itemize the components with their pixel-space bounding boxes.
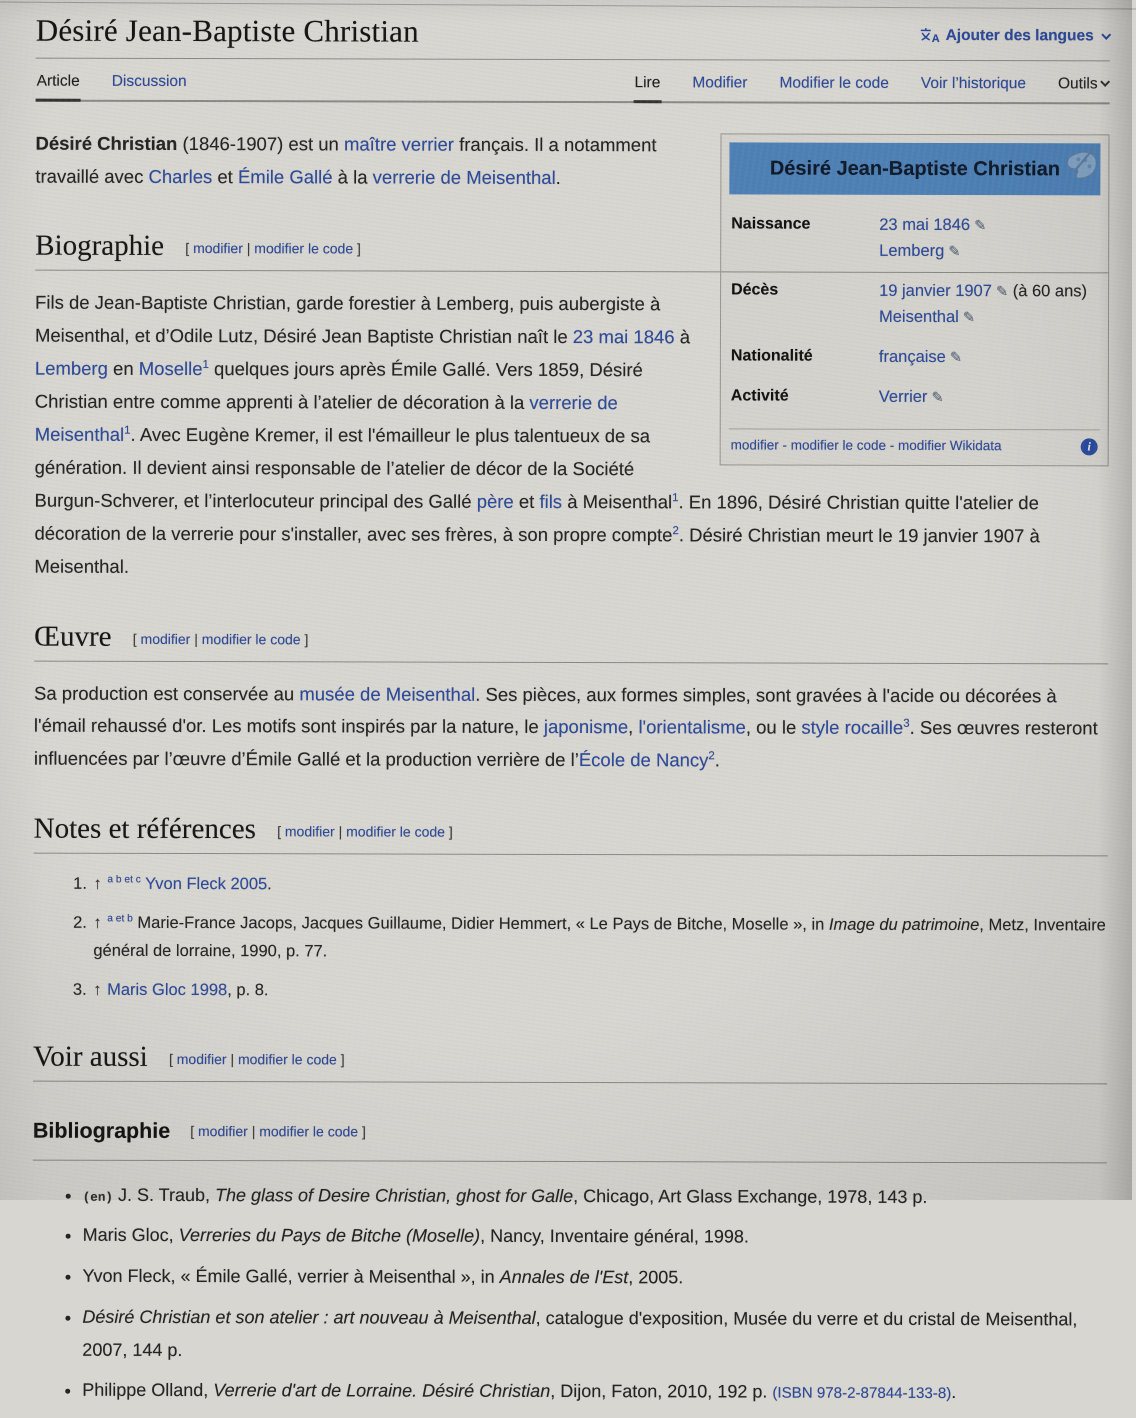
link[interactable]: fils: [539, 490, 563, 512]
link[interactable]: 23 mai 1846: [879, 215, 971, 234]
bracket-text: ]: [300, 630, 309, 647]
bracket-text: [: [185, 240, 194, 257]
ref-sup-link[interactable]: a et b: [107, 913, 133, 925]
link[interactable]: père: [476, 490, 514, 512]
bracket-text: |: [247, 1123, 260, 1140]
edit-code-link[interactable]: modifier le code: [237, 1051, 337, 1068]
infobox-row: [729, 338, 1100, 379]
reference-item: [91, 976, 1107, 1007]
text: J. S. Traub,: [112, 1184, 216, 1205]
text: à Meisenthal: [562, 490, 673, 513]
text: , Metz, Inventaire général de lorraine, 1990, p. 77.: [93, 916, 1106, 961]
separator: -: [885, 438, 899, 454]
infobox-row-value: [879, 213, 1098, 266]
bibliography-item: [83, 1178, 1107, 1213]
text: , p. 8.: [227, 981, 269, 1000]
text: ,: [628, 716, 639, 738]
text: . Ses œuvres resteront influencées par l’œuvre d’Émile Gallé et la production verrière de l’: [33, 717, 1098, 771]
bracket-text: |: [190, 630, 202, 647]
text: .: [267, 875, 272, 894]
link[interactable]: style rocaille: [801, 717, 904, 739]
link[interactable]: Meisenthal: [879, 307, 959, 326]
heading-text: Notes et références: [33, 812, 256, 846]
infobox-row-value: [879, 280, 1098, 333]
italic-text: Verrerie d'art de Lorraine. Désiré Christian: [213, 1380, 551, 1402]
link[interactable]: 23 mai 1846: [572, 326, 675, 348]
text: Maris Gloc,: [82, 1225, 179, 1246]
right-tabs: [633, 64, 1109, 102]
link[interactable]: verrerie de Meisenthal: [372, 166, 556, 188]
edit-link[interactable]: modifier: [193, 240, 243, 257]
tab-modifier-le-code[interactable]: Modifier le code: [779, 74, 889, 92]
edit-section-links: [277, 824, 453, 840]
text: .: [555, 166, 561, 188]
infobox-row-value: [879, 386, 1098, 413]
text: Philippe Olland,: [82, 1380, 214, 1401]
bracket-text: ]: [358, 1123, 366, 1140]
tab-voir-historique[interactable]: Voir l’historique: [920, 74, 1027, 92]
link[interactable]: Émile Gallé: [237, 165, 333, 187]
bracket-text: [: [190, 1123, 199, 1140]
infobox-value-line: [879, 386, 1098, 410]
text: . En 1896, Désiré Christian quitte l'atelier de décoration de la verrerie pour s'installer, avec ses frères, à son propre compte: [34, 491, 1039, 546]
bold-text: Désiré Christian: [35, 132, 178, 154]
text: français. Il a notamment travaillé avec: [35, 133, 657, 187]
text: . Avec Eugène Kremer, il est l'émailleur le plus talentueux de sa génération. Il devient ainsi responsable de l’atelier de décor de la Société Burgun-Schverer, et l’interlocuteur principal des Gallé: [34, 423, 651, 512]
edit-section-links: [133, 631, 309, 647]
ref-sup-link[interactable]: a b et c: [107, 874, 141, 886]
infobox-modifier-code-link[interactable]: modifier le code: [790, 437, 887, 454]
infobox-value-line: [879, 346, 1098, 370]
text: à la: [332, 165, 373, 188]
tab-discussion[interactable]: Discussion: [111, 72, 187, 90]
tab-modifier[interactable]: Modifier: [692, 73, 748, 92]
text: Marie-France Jacops, Jacques Guillaume, Didier Hemmert, « Le Pays de Bitche, Moselle », in: [132, 914, 829, 934]
infobox-row: [729, 272, 1100, 339]
backlink-arrow[interactable]: ↑: [93, 981, 107, 1000]
italic-text: Désiré Christian et son atelier : art nouveau à Meisenthal: [82, 1306, 536, 1328]
ref-sup-link[interactable]: 1: [672, 492, 679, 505]
tab-outils-label: Outils: [1057, 74, 1098, 93]
link[interactable]: Charles: [148, 165, 213, 187]
infobox-row-label: Décès: [731, 281, 779, 299]
section-heading-bibliographie: [33, 1112, 1107, 1163]
edit-code-link[interactable]: modifier le code: [259, 1123, 359, 1140]
edit-link[interactable]: modifier: [284, 823, 335, 840]
infobox-row-value: [879, 346, 1098, 373]
link[interactable]: japonisme: [543, 716, 629, 738]
text: à: [674, 326, 691, 348]
ref-sup-link[interactable]: 1: [124, 424, 131, 437]
ref-sup-link[interactable]: 2: [708, 750, 715, 763]
tab-outils[interactable]: [1057, 65, 1110, 102]
text: . Désiré Christian meurt le 19 janvier 1907 à Meisenthal.: [34, 524, 1040, 577]
backlink-arrow: ↑: [93, 874, 107, 894]
text: quelques jours après Émile Gallé. Vers 1859, Désiré Christian entre comme apprenti à l’atelier de décoration à la: [34, 358, 643, 414]
ref-sup-link[interactable]: 2: [672, 524, 679, 537]
link[interactable]: Lemberg: [34, 357, 108, 380]
bracket-text: [: [132, 630, 141, 647]
article-tab-bar: [36, 62, 1110, 104]
edit-section-links: [185, 240, 361, 256]
infobox-value-line: [879, 213, 1098, 237]
infobox-row: [729, 206, 1100, 273]
text: , catalogue d'exposition, Musée du verre et du cristal de Meisenthal, 2007, 144 p.: [82, 1307, 1078, 1360]
heading-text: Bibliographie: [32, 1118, 171, 1144]
infobox-body: [729, 194, 1101, 420]
edit-pencil-icon[interactable]: ✎: [958, 309, 976, 326]
text: .: [714, 749, 720, 771]
text: , Dijon, Faton, 2010, 192 p.: [550, 1381, 773, 1402]
svg-text:A: A: [931, 33, 940, 46]
text: (à 60 ans): [1008, 281, 1088, 301]
bracket-text: ]: [336, 1051, 345, 1068]
text: Sa production est conservée au: [34, 682, 300, 704]
italic-text: Verreries du Pays de Bitche (Moselle): [178, 1225, 481, 1247]
edit-code-link[interactable]: modifier le code: [254, 240, 354, 257]
link[interactable]: maître verrier: [343, 133, 455, 155]
link[interactable]: Yvon Fleck 2005: [145, 875, 268, 894]
text: et: [513, 490, 540, 512]
ref-sup-link[interactable]: 1: [202, 359, 209, 372]
link[interactable]: Maris Gloc 1998: [107, 981, 228, 1000]
bibliography-item: [83, 1219, 1107, 1254]
infobox-row: [729, 379, 1100, 420]
link[interactable]: française: [878, 347, 946, 367]
tab-lire[interactable]: Lire: [633, 64, 661, 103]
infobox-value-line: [879, 240, 1098, 264]
bracket-text: |: [242, 240, 255, 257]
section-heading-voir-aussi: [33, 1042, 1107, 1085]
infobox-row-label: Naissance: [731, 215, 811, 233]
infobox-footer: [729, 429, 1100, 459]
infobox-row-label: Activité: [730, 387, 789, 405]
bracket-text: [: [168, 1051, 177, 1068]
left-tabs: [36, 62, 188, 99]
ref-sup-link[interactable]: 3: [903, 718, 910, 731]
reference-item: [91, 909, 1107, 968]
page-title: Désiré Jean-Baptiste Christian: [35, 12, 419, 49]
heading-text: Biographie: [35, 230, 165, 263]
infobox-value-line: [879, 280, 1098, 304]
text: , ou le: [745, 716, 802, 739]
link[interactable]: verrerie de Meisenthal: [34, 392, 618, 445]
backlink-arrow: ↑: [93, 914, 107, 933]
translate-icon: [920, 27, 941, 44]
bibliography-list: [32, 1178, 1107, 1409]
text: Yvon Fleck, « Émile Gallé, verrier à Meisenthal », in: [82, 1265, 500, 1287]
bracket-text: ]: [444, 824, 453, 841]
infobox-title: Désiré Jean-Baptiste Christian: [769, 157, 1060, 180]
text: (1846-1907) est un: [177, 132, 345, 155]
article-content: [32, 127, 1109, 1417]
edit-code-link[interactable]: modifier le code: [346, 823, 445, 841]
palette-icon: [1056, 145, 1098, 181]
heading-text: Œuvre: [34, 620, 112, 653]
bibliography-item: [82, 1374, 1106, 1409]
reference-item: [92, 870, 1108, 901]
infobox-header: [729, 142, 1100, 195]
link[interactable]: Lemberg: [879, 241, 945, 260]
isbn-link[interactable]: (ISBN 978-2-87844-133-8): [772, 1384, 952, 1403]
infobox-row-label: Nationalité: [730, 347, 813, 365]
add-languages-button[interactable]: [920, 27, 1110, 51]
info-icon[interactable]: i: [1081, 438, 1098, 455]
separator: -: [778, 437, 791, 453]
edit-link[interactable]: modifier: [140, 630, 191, 647]
page-header: [36, 13, 1110, 51]
bracket-text: |: [226, 1051, 239, 1068]
text: en: [107, 358, 139, 380]
infobox: [720, 133, 1110, 466]
text: , Chicago, Art Glass Exchange, 1978, 143 p.: [573, 1185, 928, 1207]
chevron-down-icon: [1100, 77, 1110, 87]
heading-text: Voir aussi: [33, 1041, 148, 1074]
text: .: [951, 1382, 957, 1403]
italic-text: Image du patrimoine: [828, 915, 980, 935]
tab-article[interactable]: Article: [36, 62, 81, 101]
link[interactable]: l'orientalisme: [638, 716, 746, 738]
edit-pencil-icon[interactable]: ✎: [970, 217, 987, 234]
text: Fils de Jean-Baptiste Christian, garde forestier à Lemberg, puis aubergiste à Meisenthal, et d’Odile Lutz, Désiré Jean Baptiste Christian naît le: [34, 291, 661, 348]
oeuvre-paragraph: [34, 677, 1108, 779]
section-heading-oeuvre: [34, 621, 1108, 664]
edit-pencil-icon[interactable]: ✎: [991, 283, 1009, 300]
edit-section-links: [169, 1051, 345, 1067]
add-languages-label: Ajouter des langues: [945, 26, 1094, 45]
infobox-modifier-link[interactable]: modifier: [730, 437, 779, 453]
references-list: [33, 870, 1107, 1007]
infobox-modifier-wikidata-link[interactable]: modifier Wikidata: [897, 438, 1002, 454]
text: , 2005.: [628, 1267, 684, 1288]
section-heading-notes: [34, 814, 1108, 857]
text: et: [212, 165, 238, 187]
language-tag: (en): [82, 1190, 113, 1205]
italic-text: The glass of Desire Christian, ghost for Galle: [214, 1184, 574, 1206]
infobox-value-line: [879, 306, 1098, 330]
italic-text: Annales de l'Est: [499, 1266, 629, 1288]
link[interactable]: 19 janvier 1907: [879, 281, 992, 300]
edit-link[interactable]: modifier: [176, 1051, 227, 1068]
link[interactable]: Moselle: [138, 358, 203, 380]
edit-code-link[interactable]: modifier le code: [201, 630, 301, 647]
edit-pencil-icon[interactable]: ✎: [945, 350, 963, 367]
bibliography-item: [82, 1301, 1106, 1369]
chevron-down-icon: [1101, 30, 1111, 40]
bracket-text: [: [277, 823, 285, 840]
bibliography-item: [82, 1260, 1106, 1295]
link[interactable]: École de Nancy: [578, 749, 709, 771]
infobox-footer-links: [731, 437, 1002, 457]
text: . Ses pièces, aux formes simples, sont gravées à l'acide ou décorées à l'émail rehaussé d'or. Les motifs sont inspirés par la nature, le: [33, 683, 1057, 738]
edit-pencil-icon[interactable]: ✎: [927, 390, 944, 407]
edit-link[interactable]: modifier: [198, 1123, 248, 1140]
title-divider: [36, 57, 1110, 61]
edit-pencil-icon[interactable]: ✎: [944, 243, 961, 260]
link[interactable]: musée de Meisenthal: [299, 682, 476, 705]
bracket-text: ]: [353, 240, 361, 257]
text: , Nancy, Inventaire général, 1998.: [480, 1226, 749, 1247]
link[interactable]: Verrier: [878, 387, 928, 407]
bracket-text: |: [334, 823, 347, 840]
edit-section-links: [190, 1123, 366, 1139]
